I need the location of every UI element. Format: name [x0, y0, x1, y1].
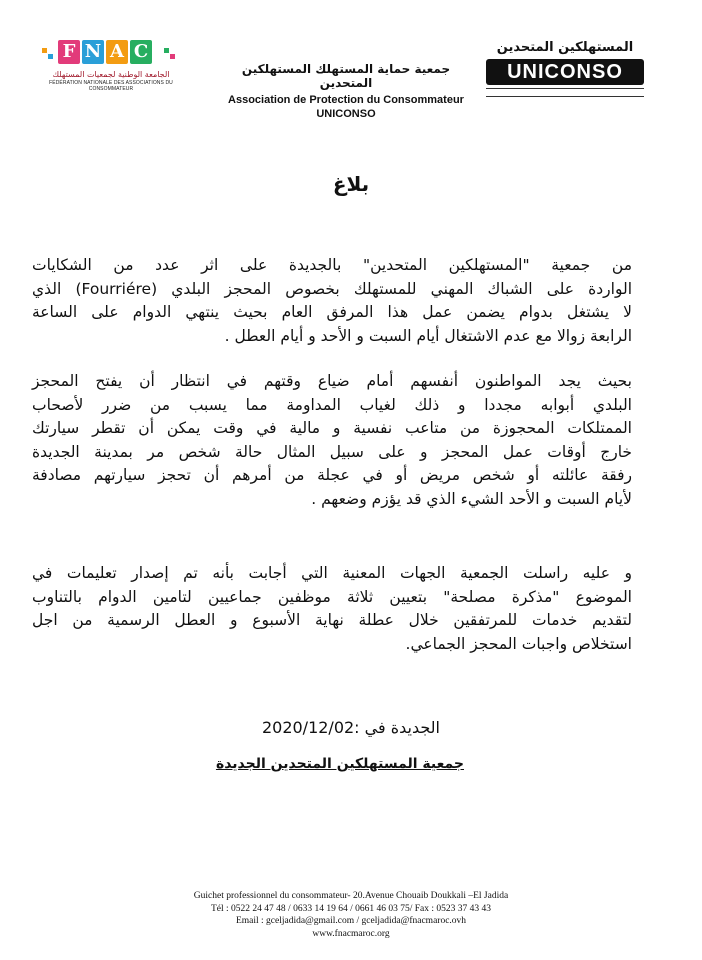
- paragraph-3: [32, 562, 632, 656]
- paragraph-line: الرابعة زوالا مع عدم الاشتغال أيام السبت و الأحد و أيام العطل .: [224, 326, 632, 345]
- footer-email: Email : gceljadida@gmail.com / gceljadida@fnacmaroc.ovh: [235, 916, 467, 926]
- footer-address: Guichet professionnel du consommateur- 20.Avenue Chouaib Doukkali –El Jadida: [193, 891, 509, 901]
- paragraph-line: و عليه راسلت الجمعية الجهات المعنية التي أجابت بأنه تم إصدار تعليمات في: [32, 564, 632, 582]
- paragraph-line: خارج أوقات عمل المحجز و على سبيل المثال حالة شخص مر بمدينة الجديدة: [32, 442, 632, 461]
- paragraph-2: [32, 370, 632, 511]
- association-header: [218, 62, 474, 120]
- fnac-right-ornament-icon: [164, 46, 176, 60]
- uniconso-brand: UNICONSO: [486, 59, 644, 85]
- fnac-letter-a: A: [106, 40, 128, 64]
- date-line: الجديدة في :2020/12/02: [261, 718, 440, 737]
- document-title: بلاغ: [332, 172, 370, 196]
- paragraph-line: البلدي أبوابه مجددا و ذلك لغياب المداومة مما يسبب من ضرر لأصحاب: [32, 395, 632, 414]
- footer-phone: Tél : 0522 24 47 48 / 0633 14 19 64 / 0661 46 03 75/ Fax : 0523 37 43 43: [211, 903, 491, 914]
- paragraph-line: لا يشتغل بدوام يضمن عمل هذا المرفق العام بحيث ينتهي الدوام على الساعة: [32, 303, 632, 321]
- paragraph-1: [32, 254, 632, 348]
- fnac-letter-c: C: [130, 40, 152, 64]
- fnac-arabic-name: الجامعة الوطنية لجمعيات المستهلك: [52, 70, 170, 79]
- association-arabic-name: جمعية حماية المستهلك المستهلكين المتحدين: [241, 62, 451, 90]
- fnac-letter-f: F: [58, 40, 80, 64]
- paragraph-line: الموضوع "مذكرة مصلحة" بتعيين ثلاثة موظفين جماعيين لتامين الدوام بالتناوب: [32, 587, 632, 606]
- paragraph-line: الممتلكات المحجوزة من متاعب نفسية و مالية في وقت يمكن أن تقطر سيارتك: [32, 419, 632, 437]
- signature: جمعية المستهلكين المتحدين الجديدة: [215, 756, 464, 772]
- paragraph-line: رفقة عائلته أو شخص مريض أو في عجلة من أمرهم أن تحجز سيارتهم مصادفة: [32, 466, 632, 484]
- paragraph-line: لتقديم خدمات للمرتفقين خلال عطلة نهاية الأسبوع و العطل الرسمية من اجل: [32, 611, 632, 629]
- association-acronym: UNICONSO: [316, 108, 376, 120]
- footer: [0, 890, 702, 940]
- paragraph-line: من جمعية "المستهلكين المتحدين" بالجديدة على اثر عدد من الشكايات: [32, 256, 632, 274]
- paragraph-line: استخلاص واجبات المحجز الجماعي.: [405, 634, 632, 653]
- uniconso-arabic-name: المستهلكين المتحدين: [496, 40, 634, 55]
- uniconso-strip: [486, 88, 644, 97]
- paragraph-line: لأيام السبت و الأحد الشيء الذي قد يؤزم وضعهم .: [311, 489, 632, 508]
- fnac-letter-n: N: [82, 40, 104, 64]
- footer-website: www.fnacmaroc.org: [312, 928, 390, 939]
- paragraph-line: بحيث يجد المواطنون أنفسهم أمام ضياع وقتهم في انتظار أن يفتح المحجز: [32, 372, 632, 390]
- uniconso-logo: [486, 40, 644, 106]
- fnac-left-ornament-icon: [42, 46, 54, 60]
- fnac-french-name: FÉDÉRATION NATIONALE DES ASSOCIATIONS DU CONSOMMATEUR: [49, 80, 173, 92]
- paragraph-line: الواردة على الشباك المهني للمستهلك بخصوص المحجز البلدي (Fourriére) الذي: [32, 279, 632, 298]
- association-french-name: Association de Protection du Consommateur: [228, 94, 464, 106]
- fnac-logo: [36, 40, 186, 110]
